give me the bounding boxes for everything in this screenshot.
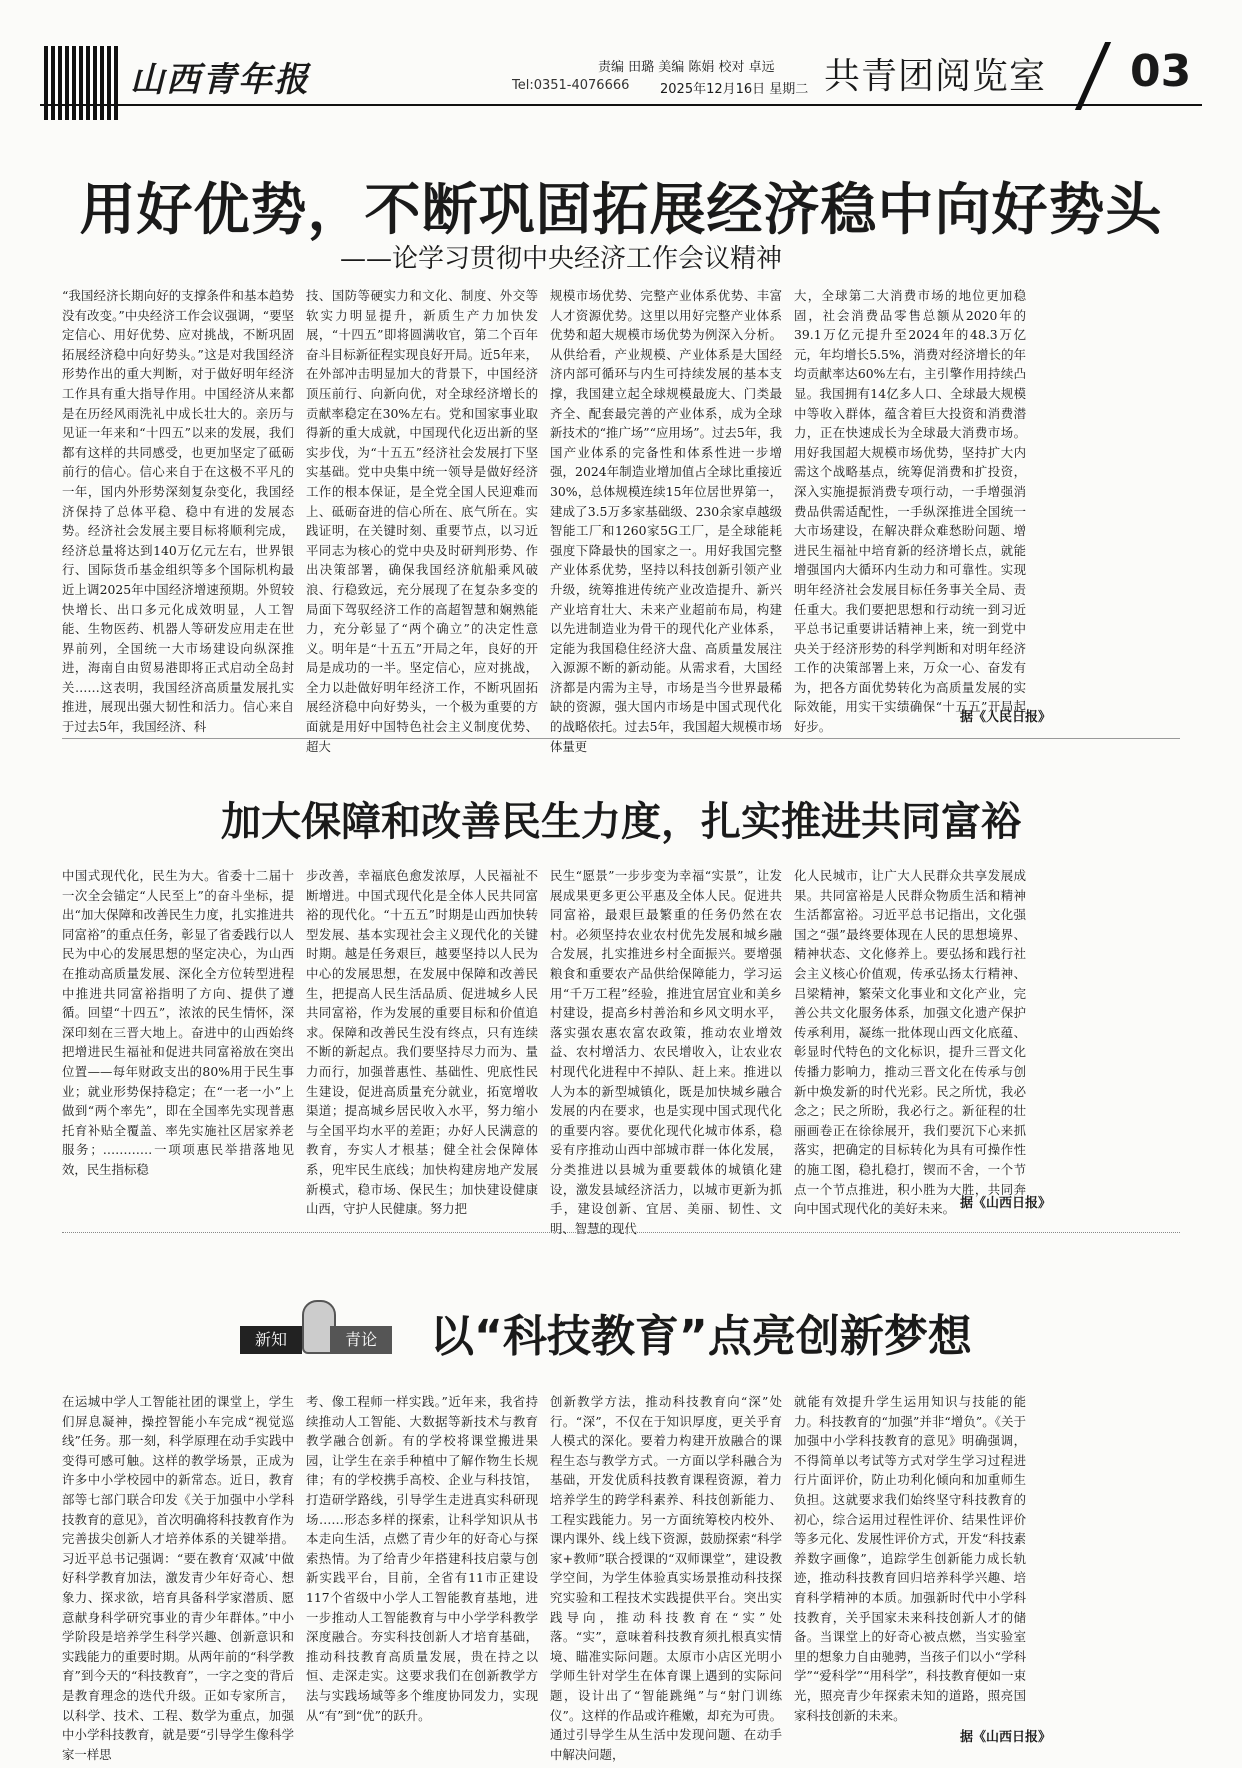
article1-subtitle: ——论学习贯彻中央经济工作会议精神 — [340, 244, 783, 274]
page-number: 03 — [1130, 46, 1192, 97]
article1-column-2: 技、国防等硬实力和文化、制度、外交等软实力明显提升，新质生产力加快发展，“十四五”即将圆满收官，第二个百年奋斗目标新征程实现良好开局。近5年来，在外部冲击明显加大的背景下，中国经济顶压前行、向新向优，对全球经济增长的贡献率稳定在30%左右。党和国家事业取得新的重大成就，中国现代化迈出新的坚实步伐，为“十五五”经济社会发展打下坚实基础。党中央集中统一领导是做好经济工作的根本保证，是全党全国人民迎难而上、砥砺奋进的信心所在、底气所在。实践证明，在关键时刻、重要节点，以习近平同志为核心的党中央及时研判形势、作出决策部署，确保我国经济航船乘风破浪、行稳致远，充分展现了在复杂多变的局面下驾驭经济工作的高超智慧和娴熟能力，充分彰显了“两个确立”的决定性意义。明年是“十五五”开局之年，良好的开局是成功的一半。坚定信心，应对挑战，全力以赴做好明年经济工作，不断巩固拓展经济稳中向好势头，一个极为重要的方面就是用好中国特色社会主义制度优势、超大 — [306, 288, 538, 754]
editor-credits: 责编 田璐 美编 陈娟 校对 卓远 — [598, 60, 775, 75]
article3-column-2: 考、像工程师一样实践。”近年来，我省持续推动人工智能、大数据等新技术与教育教学融合创新。有的学校将课堂搬进果园，让学生在亲手种植中了解作物生长规律；有的学校携手高校、企业与科技馆，打造研学路线，引导学生走进真实科研现场……形态多样的探索，让科学知识从书本走向生活，点燃了青少年的好奇心与探索热情。为了给青少年搭建科技启蒙与创新实践平台，目前，全省有11市正建设117个省级中小学人工智能教育基地，进一步推动人工智能教育与中小学学科教学深度融合。夯实科技创新人才培育基础，推动科技教育高质量发展，贵在持之以恒、走深走实。这要求我们在创新教学方法与实践场域等多个维度协同发力，实现从“有”到“优”的跃升。 — [306, 1394, 538, 1723]
article2-column-2: 步改善，幸福底色愈发浓厚，人民福祉不断增进。中国式现代化是全体人民共同富裕的现代化。“十五五”时期是山西加快转型发展、基本实现社会主义现代化的关键时期。越是任务艰巨，越要坚持以人民为中心的发展思想，在发展中保障和改善民生，把提高人民生活品质、促进城乡人民共同富裕，作为发展的重要目标和价值追求。保障和改善民生没有终点，只有连续不断的新起点。我们要坚持尽力而为、量力而行，加强普惠性、基础性、兜底性民生建设，促进高质量充分就业，拓宽增收渠道；提高城乡居民收入水平，努力缩小与全国平均水平的差距；办好人民满意的教育，夯实人才根基；健全社会保障体系，兜牢民生底线；加快构建房地产发展新模式，稳市场、保民生；加快建设健康山西，守护人民健康。努力把 — [306, 868, 538, 1217]
article3-column-1: 在运城中学人工智能社团的课堂上，学生们屏息凝神，操控智能小车完成“视觉巡线”任务。那一刻，科学原理在动手实践中变得可感可触。这样的教学场景，正成为许多中小学校园中的新常态。近日，教育部等七部门联合印发《关于加强中小学科技教育的意见》，首次明确将科技教育作为完善拔尖创新人才培养体系的关键举措。习近平总书记强调：“要在教育‘双减’中做好科学教育加法，激发青少年好奇心、想象力、探求欲，培育具备科学家潜质、愿意献身科学研究事业的青少年群体。”中小学阶段是培养学生科学兴趣、创新意识和实践能力的重要时期。从两年前的“科学教育”到今天的“科技教育”，一字之变的背后是教育理念的迭代升级。正如专家所言，以科学、技术、工程、数学为重点，加强中小学科技教育，就是要“引导学生像科学家一样思 — [62, 1394, 294, 1762]
article2-column-4: 化人民城市，让广大人民群众共享发展成果。共同富裕是人民群众物质生活和精神生活都富裕。习近平总书记指出，文化强国之“强”最终要体现在人民的思想境界、精神状态、文化修养上。要弘扬和践行社会主义核心价值观，传承弘扬太行精神、吕梁精神，繁荣文化事业和文化产业，完善公共文化服务体系，加强文化遗产保护传承利用，凝练一批体现山西文化底蕴、彰显时代特色的文化标识，提升三晋文化传播力影响力，推动三晋文化在传承与创新中焕发新的时代光彩。民之所忧，我必念之；民之所盼，我必行之。新征程的壮丽画卷正在徐徐展开，我们要沉下心来抓落实，把确定的目标转化为具有可操作性的施工图，稳扎稳打，锲而不舍，一个节点一个节点推进，积小胜为大胜，共同奔向中国式现代化的美好未来。 — [794, 868, 1026, 1217]
article3-column-4: 就能有效提升学生运用知识与技能的能力。科技教育的“加强”并非“增负”。《关于加强中小学科技教育的意见》明确强调，不得简单以考试等方式对学生学习过程进行片面评价，防止功利化倾向和加重师生负担。这就要求我们始终坚守科技教育的初心，综合运用过程性评价、结果性评价等多元化、发展性评价方式，开发“科技素养数字画像”，追踪学生创新能力成长轨迹，推动科技教育回归培养科学兴趣、培育科学精神的本质。加强新时代中小学科技教育，关乎国家未来科技创新人才的储备。当课堂上的好奇心被点燃，当实验室里的想象力自由驰骋，当孩子们以小“学科学”“爱科学”“用科学”，科技教育便如一束光，照亮青少年探索未知的道路，照亮国家科技创新的未来。 — [794, 1394, 1026, 1723]
column-tag — [240, 1318, 410, 1362]
article1-column-1: “我国经济长期向好的支撑条件和基本趋势没有改变。”中央经济工作会议强调，“要坚定信心、用好优势、应对挑战，不断巩固拓展经济稳中向好势头。”这是对我国经济形势作出的重大判断，对于做好明年经济工作具有重大指导作用。中国经济从来都是在历经风雨洗礼中成长壮大的。亲历与见证一年来和“十四五”以来的发展，我们都有这样的共同感受，也更加坚定了砥砺前行的信心。信心来自于在这极不平凡的一年，国内外形势深刻复杂变化，我国经济保持了总体平稳、稳中有进的发展态势。经济社会发展主要目标将顺利完成，经济总量将达到140万亿元左右，世界银行、国际货币基金组织等多个国际机构最近上调2025年中国经济增速预期。外贸较快增长、出口多元化成效明显，人工智能、生物医药、机器人等研发应用走在世界前列，全国统一大市场建设向纵深推进，海南自由贸易港即将正式启动全岛封关……这表明，我国经济高质量发展扎实推进，展现出强大韧性和活力。信心来自于过去5年，我国经济、科 — [62, 288, 294, 735]
article-divider-dotted — [62, 1232, 1180, 1233]
article1-column-3: 规模市场优势、完整产业体系优势、丰富人才资源优势。这里以用好完整产业体系优势和超大规模市场优势为例深入分析。从供给看，产业规模、产业体系是大国经济内部可循环与内生可持续发展的基本支撑，我国建立起全球规模最庞大、门类最齐全、配套最完善的产业体系，成为全球新技术的“推广场”“应用场”。过去5年，我国产业体系的完备性和体系性进一步增强，2024年制造业增加值占全球比重接近30%，总体规模连续15年位居世界第一，建成了3.5万多家基础级、230余家卓越级智能工厂和1260家5G工厂，是全球能耗强度下降最快的国家之一。用好我国完整产业体系优势，坚持以科技创新引领产业升级，统筹推进传统产业改造提升、新兴产业培育壮大、未来产业超前布局，构建以先进制造业为骨干的现代化产业体系，定能为我国稳住经济大盘、高质量发展注入源源不断的新动能。从需求看，大国经济都是内需为主导，市场是当今世界最稀缺的资源，强大国内市场是中国式现代化的战略依托。过去5年，我国超大规模市场体量更 — [550, 288, 782, 754]
article2-title: 加大保障和改善民生力度，扎实推进共同富裕 — [221, 799, 1021, 845]
article1-source: 据《人民日报》 — [960, 710, 1052, 725]
article2-source: 据《山西日报》 — [960, 1196, 1052, 1211]
article2-column-3: 民生“愿景”一步步变为幸福“实景”，让发展成果更多更公平惠及全体人民。促进共同富裕，最艰巨最繁重的任务仍然在农村。必须坚持农业农村优先发展和城乡融合发展，扎实推进乡村全面振兴。要增强粮食和重要农产品供给保障能力，学习运用“千万工程”经验，推进宜居宜业和美乡村建设，提高乡村善治和乡风文明水平，落实强农惠农富农政策，推动农业增效益、农村增活力、农民增收入，让农业农村现代化进程中不掉队、赶上来。推进以人为本的新型城镇化，既是加快城乡融合发展的内在要求，也是实现中国式现代化的重要内容。要优化现代化城市体系，稳妥有序推动山西中部城市群一体化发展，分类推进以县城为重要载体的城镇化建设，激发县域经济活力，以城市更新为抓手，建设创新、宜居、美丽、韧性、文明、智慧的现代 — [550, 868, 782, 1236]
paper-logo: 山西青年报 — [130, 60, 310, 100]
article3-title: 以“科技教育”点亮创新梦想 — [430, 1311, 972, 1362]
telephone: Tel:0351-4076666 — [512, 78, 630, 93]
article2-column-1: 中国式现代化，民生为大。省委十二届十一次全会锚定“人民至上”的奋斗坐标，提出“加大保障和改善民生力度，扎实推进共同富裕”的重点任务，彰显了省委践行以人民为中心的发展思想的坚定决心，为山西在推动高质量发展、深化全方位转型进程中推进共同富裕指明了方向、提供了遵循。回望“十四五”，浓浓的民生情怀，深深印刻在三晋大地上。奋进中的山西始终把增进民生福祉和促进共同富裕放在突出位置——每年财政支出的80%用于民生事业；就业形势保持稳定；在“一老一小”上做到“两个率先”，即在全国率先实现普惠托育补贴全覆盖、率先实施社区居家养老服务；…………一项项惠民举措落地见效，民生指标稳 — [62, 868, 294, 1177]
qr-code-icon — [44, 46, 118, 120]
tag-left: 新知 — [240, 1326, 302, 1354]
article1-column-4: 大，全球第二大消费市场的地位更加稳固，社会消费品零售总额从2020年的39.1万亿元提升至2024年的48.3万亿元，年均增长5.5%，消费对经济增长的年均贡献率达60%左右，主引擎作用持续凸显。我国拥有14亿多人口、全球最大规模中等收入群体，蕴含着巨大投资和消费潜力，正在快速成长为全球最大消费市场。用好我国超大规模市场优势，坚持扩大内需这个战略基点，统筹促消费和扩投资，深入实施提振消费专项行动，一手增强消费品供需适配性，一手纵深推进全国统一大市场建设，在解决群众难愁盼问题、增进民生福祉中培育新的经济增长点，就能增强国内大循环内生动力和可靠性。实现明年经济社会发展目标任务事关全局、责任重大。我们要把思想和行动统一到习近平总书记重要讲话精神上来，统一到党中央关于经济形势的科学判断和对明年经济工作的决策部署上来，万众一心、奋发有为，把各方面优势转化为高质量发展的实际效能，用实干实绩确保“十五五”开局起好步。 — [794, 288, 1026, 735]
article3-column-3: 创新教学方法，推动科技教育向“深”处行。“深”，不仅在于知识厚度，更关乎育人模式的深化。要着力构建开放融合的课程生态与教学方式。一方面以学科融合为基础，开发优质科技教育课程资源，着力培养学生的跨学科素养、科技创新能力、工程实践能力。另一方面统筹校内校外、课内课外、线上线下资源，鼓励探索“科学家+教师”联合授课的“双师课堂”，建设教学空间，为学生体验真实场景推动科技探究实验和工程技术实践提供平台。突出实践导向，推动科技教育在“实”处落。“实”，意味着科技教育须扎根真实情境、瞄准实际问题。太原市小店区光明小学师生针对学生在体育课上遇到的实际问题，设计出了“智能跳绳”与“射门训练仪”。这样的作品或许稚嫩，却充为可贵。通过引导学生从生活中发现问题、在动手中解决问题， — [550, 1394, 782, 1762]
article-divider — [62, 738, 1180, 739]
masthead-rule — [40, 104, 1202, 106]
issue-date: 2025年12月16日 星期二 — [660, 82, 809, 97]
article3-source: 据《山西日报》 — [960, 1730, 1052, 1745]
article1-title: 用好优势，不断巩固拓展经济稳中向好势头 — [79, 178, 1163, 243]
tag-right: 青论 — [330, 1326, 392, 1354]
section-name: 共青团阅览室 — [824, 56, 1047, 97]
